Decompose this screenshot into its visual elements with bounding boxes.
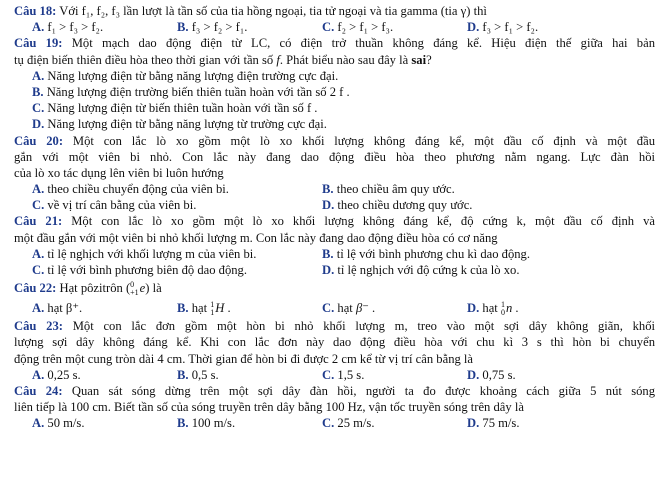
question-label: Câu 22: <box>14 281 57 296</box>
question-21 <box>14 213 655 229</box>
question-23 <box>14 318 655 334</box>
option-d[interactable]: D. f₃ > f₁ > f₂. <box>467 20 539 35</box>
option-c[interactable]: C. Năng lượng điện từ biến thiên tuần hoàn với tần số f . <box>32 101 318 116</box>
options-row <box>14 367 655 383</box>
option-c[interactable]: C. f₂ > f₁ > f₃. <box>322 20 394 35</box>
option-b[interactable]: B. tỉ lệ với bình phương chu kì dao động. <box>322 246 531 261</box>
nuclide-index: 0 +1 <box>130 280 139 298</box>
option-d[interactable]: D. tỉ lệ nghịch với độ cứng k của lò xo. <box>322 263 520 277</box>
question-19 <box>14 35 655 51</box>
options-row <box>14 262 655 278</box>
question-20 <box>14 133 655 149</box>
question-18 <box>14 3 655 19</box>
question-24 <box>14 383 655 399</box>
options-row <box>14 246 655 262</box>
question-22: Câu 22: Hạt pôzitrôn ( 0 +1 e) là <box>14 280 162 298</box>
question-stem-cont: liên tiếp là 100 cm. Biết tần số của sóng truyền trên dây bằng 100 Hz, vận tốc truyền sóng trên dây là <box>14 400 524 415</box>
option-b[interactable]: B. hạt 1 1 H . <box>177 300 231 318</box>
question-stem-cont: tụ điện biến thiên điều hòa theo thời gian với tần số f. Phát biểu nào sau đây là sai? <box>14 52 432 67</box>
options-row <box>14 298 655 318</box>
option-a[interactable]: A. hạt β⁺. <box>32 301 83 316</box>
question-stem: Với f₁, f₂, f₃ lần lượt là tần số của tia hồng ngoại, tia tử ngoại và tia gamma (tia γ) thì <box>56 4 487 18</box>
option-b[interactable]: B. Năng lượng điện trường biến thiên tuần hoàn với tần số 2 f . <box>32 84 350 99</box>
options-row <box>14 197 655 213</box>
option-c[interactable]: C. 1,5 s. <box>322 367 365 382</box>
question-stem: Một con lắc đơn gồm một hòn bi nhỏ khối lượng m, treo vào một sợi dây không giãn, khối <box>62 319 655 334</box>
question-stem: Một con lắc lò xo gồm một lò xo khối lượng không đáng kể, độ cứng k, một đầu cố định và <box>62 214 655 229</box>
option-c[interactable]: C. về vị trí cân bằng của viên bi. <box>32 198 197 213</box>
question-label: Câu 23: <box>14 319 63 334</box>
option-c[interactable]: C. 25 m/s. <box>322 416 375 431</box>
option-a[interactable]: A. tỉ lệ nghịch với khối lượng m của viên bi. <box>32 246 257 261</box>
option-c[interactable]: C. hạt β⁻ . <box>322 301 376 316</box>
question-label: Câu 21: <box>14 214 63 229</box>
option-d[interactable]: D. theo chiều dương quy ước. <box>322 198 473 213</box>
option-a[interactable]: A. 50 m/s. <box>32 416 85 431</box>
option-b[interactable]: B. 100 m/s. <box>177 416 236 431</box>
option-a[interactable]: A. theo chiều chuyển động của viên bi. <box>32 182 229 197</box>
question-label: Câu 18: <box>14 4 57 18</box>
question-stem: Một mạch dao động điện từ LC, có điện trở thuần không đáng kể. Hiệu điện thế giữa hai bản <box>62 36 655 51</box>
question-stem-cont: động trên một cung tròn dài 4 cm. Thời gian để hòn bi đi được 2 cm kể từ vị trí cân bằng là <box>14 351 474 366</box>
option-b[interactable]: B. f₃ > f₂ > f₁. <box>177 20 248 35</box>
option-b[interactable]: B. 0,5 s. <box>177 367 219 382</box>
option-c[interactable]: C. tỉ lệ với bình phương biên độ dao động. <box>32 263 247 277</box>
question-label: Câu 19: <box>14 36 63 51</box>
option-a[interactable]: A. f₁ > f₃ > f₂. <box>32 20 104 35</box>
question-stem: Một con lắc lò xo gồm một lò xo khối lượng không đáng kể, một đầu cố định và một đầu <box>63 133 655 148</box>
option-d[interactable]: D. 0,75 s. <box>467 367 516 382</box>
option-d[interactable]: D. hạt 1 0 n . <box>467 300 519 318</box>
option-a[interactable]: A. 0,25 s. <box>32 367 81 382</box>
question-stem-cont: của lò xo tác dụng lên viên bi luôn hướng <box>14 165 224 180</box>
question-stem-cont: lượng sợi dây không đáng kể. Khi con lắc đơn này dao động điều hòa với chu kì 3 s thì hòn bi chuyển <box>14 335 655 350</box>
options-row <box>14 415 655 431</box>
question-stem: Quan sát sóng dừng trên một sợi dây đàn hồi, người ta đo được khoảng cách giữa 5 nút sóng <box>62 383 655 398</box>
question-label: Câu 20: <box>14 133 64 148</box>
option-b[interactable]: B. theo chiều âm quy ước. <box>322 182 455 197</box>
options-row <box>14 19 655 35</box>
question-label: Câu 24: <box>14 383 63 398</box>
question-stem-cont: một đầu gắn với một viên bi nhỏ khối lượng m. Con lắc này đang dao động điều hòa có cơ năng <box>14 230 498 245</box>
option-d[interactable]: D. 75 m/s. <box>467 416 520 431</box>
option-d[interactable]: D. Năng lượng điện từ bằng năng lượng từ trường cực đại. <box>32 117 327 132</box>
options-row <box>14 181 655 197</box>
option-a[interactable]: A. Năng lượng điện từ bằng năng lượng điện trường cực đại. <box>32 68 339 83</box>
question-stem-cont: gắn với một viên bi nhỏ. Con lắc này đang dao động điều hòa theo phương nằm ngang. Lực đàn hồi <box>14 149 655 164</box>
exam-page <box>14 3 655 432</box>
